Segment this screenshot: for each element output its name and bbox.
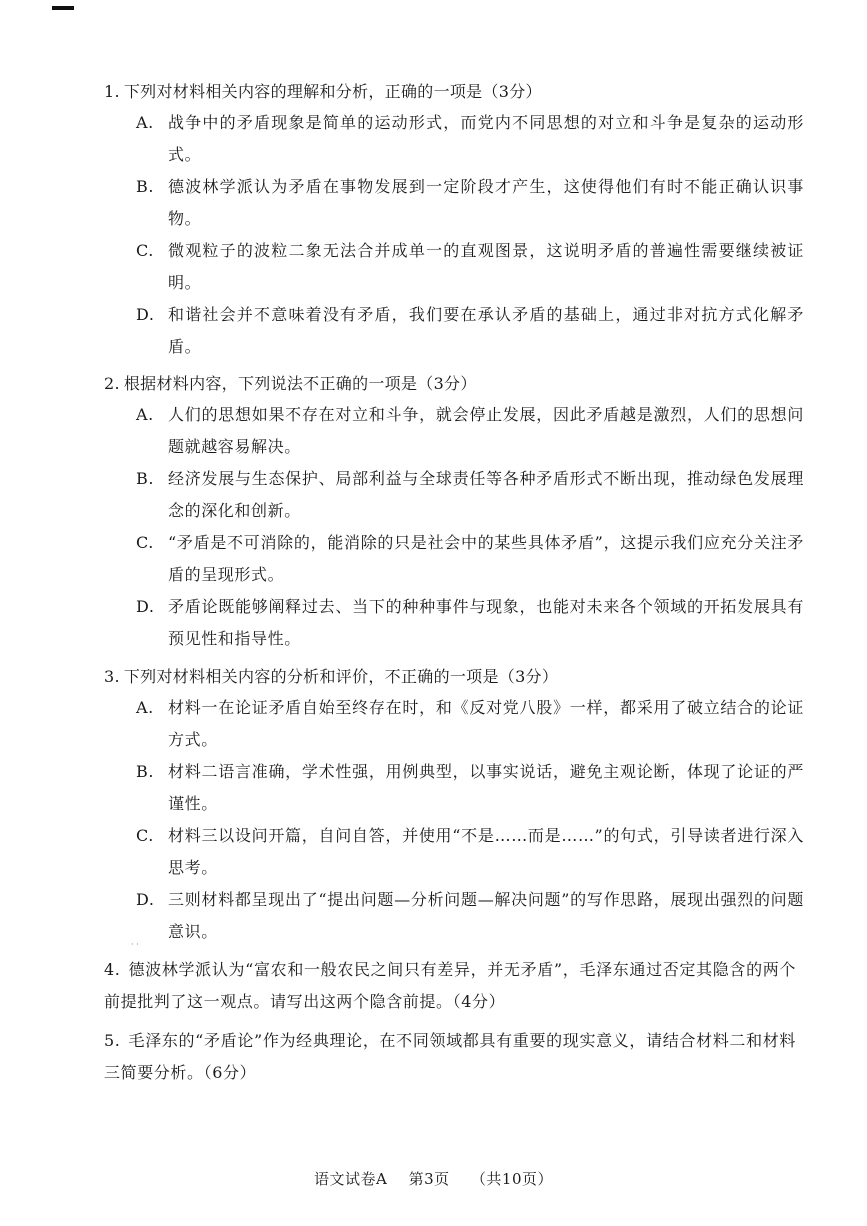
option-d xyxy=(104,884,804,948)
question-4 xyxy=(104,954,796,1018)
option-letter: D. xyxy=(136,597,155,616)
option-letter: C. xyxy=(136,533,154,552)
question-number: 4. xyxy=(104,960,121,979)
page-footer xyxy=(0,1168,867,1189)
question-text: 根据材料内容，下列说法不正确的一项是（3分） xyxy=(123,374,477,393)
option-letter: A. xyxy=(136,113,154,132)
paper-label: 语文试卷A xyxy=(313,1170,388,1188)
question-stem xyxy=(104,76,804,107)
option-text: 德波林学派认为矛盾在事物发展到一定阶段才产生，这使得他们有时不能正确认识事物。 xyxy=(168,177,804,228)
option-text: 战争中的矛盾现象是简单的运动形式，而党内不同思想的对立和斗争是复杂的运动形式。 xyxy=(168,113,804,164)
option-text: “矛盾是不可消除的，能消除的只是社会中的某些具体矛盾”，这提示我们应充分关注矛盾的呈现形式。 xyxy=(168,533,804,584)
question-text: 毛泽东的“矛盾论”作为经典理论，在不同领域都具有重要的现实意义，请结合材料二和材料三简要分析。（6分） xyxy=(104,1031,796,1082)
scan-artifact: · · xyxy=(131,940,139,949)
question-5 xyxy=(104,1025,796,1089)
option-a xyxy=(104,692,804,756)
option-text: 和谐社会并不意味着没有矛盾，我们要在承认矛盾的基础上，通过非对抗方式化解矛盾。 xyxy=(168,305,804,356)
option-text: 三则材料都呈现出了“提出问题—分析问题—解决问题”的写作思路，展现出强烈的问题意识。 xyxy=(168,890,804,941)
question-stem xyxy=(104,368,804,399)
option-c xyxy=(104,820,804,884)
option-letter: C. xyxy=(136,826,154,845)
option-letter: C. xyxy=(136,241,154,260)
question-2 xyxy=(104,368,804,655)
option-letter: A. xyxy=(136,698,154,717)
option-text: 微观粒子的波粒二象无法合并成单一的直观图景，这说明矛盾的普遍性需要继续被证明。 xyxy=(168,241,804,292)
question-stem xyxy=(104,661,804,692)
question-3 xyxy=(104,661,804,948)
question-text: 下列对材料相关内容的分析和评价，不正确的一项是（3分） xyxy=(123,667,559,686)
question-text: 下列对材料相关内容的理解和分析，正确的一项是（3分） xyxy=(123,82,542,101)
option-letter: A. xyxy=(136,405,154,424)
page-total: （共10页） xyxy=(470,1170,554,1188)
option-letter: D. xyxy=(136,890,155,909)
option-c xyxy=(104,527,804,591)
option-a xyxy=(104,399,804,463)
option-d xyxy=(104,591,804,655)
question-number: 5. xyxy=(104,1031,121,1050)
question-number: 3. xyxy=(104,667,120,686)
option-letter: B. xyxy=(136,762,155,781)
question-number: 2. xyxy=(104,374,120,393)
option-text: 材料二语言准确，学术性强，用例典型，以事实说话，避免主观论断，体现了论证的严谨性。 xyxy=(168,762,804,813)
option-b xyxy=(104,463,804,527)
page-number: 第3页 xyxy=(408,1170,450,1188)
question-text: 德波林学派认为“富农和一般农民之间只有差异，并无矛盾”，毛泽东通过否定其隐含的两个前提批判了这一观点。请写出这两个隐含前提。（4分） xyxy=(104,960,796,1011)
question-number: 1. xyxy=(104,82,120,101)
option-text: 材料三以设问开篇，自问自答，并使用“不是……而是……”的句式，引导读者进行深入思考。 xyxy=(168,826,804,877)
option-letter: B. xyxy=(136,469,155,488)
question-1 xyxy=(104,76,804,363)
option-letter: D. xyxy=(136,305,155,324)
option-c xyxy=(104,235,804,299)
option-letter: B. xyxy=(136,177,155,196)
option-text: 矛盾论既能够阐释过去、当下的种种事件与现象，也能对未来各个领域的开拓发展具有预见性和指导性。 xyxy=(168,597,804,648)
option-b xyxy=(104,171,804,235)
option-a xyxy=(104,107,804,171)
option-text: 经济发展与生态保护、局部利益与全球责任等各种矛盾形式不断出现，推动绿色发展理念的深化和创新。 xyxy=(168,469,804,520)
scan-corner-mark xyxy=(52,6,74,10)
option-b xyxy=(104,756,804,820)
option-text: 材料一在论证矛盾自始至终存在时，和《反对党八股》一样，都采用了破立结合的论证方式。 xyxy=(168,698,804,749)
option-d xyxy=(104,299,804,363)
option-text: 人们的思想如果不存在对立和斗争，就会停止发展，因此矛盾越是激烈，人们的思想问题就越容易解决。 xyxy=(168,405,804,456)
